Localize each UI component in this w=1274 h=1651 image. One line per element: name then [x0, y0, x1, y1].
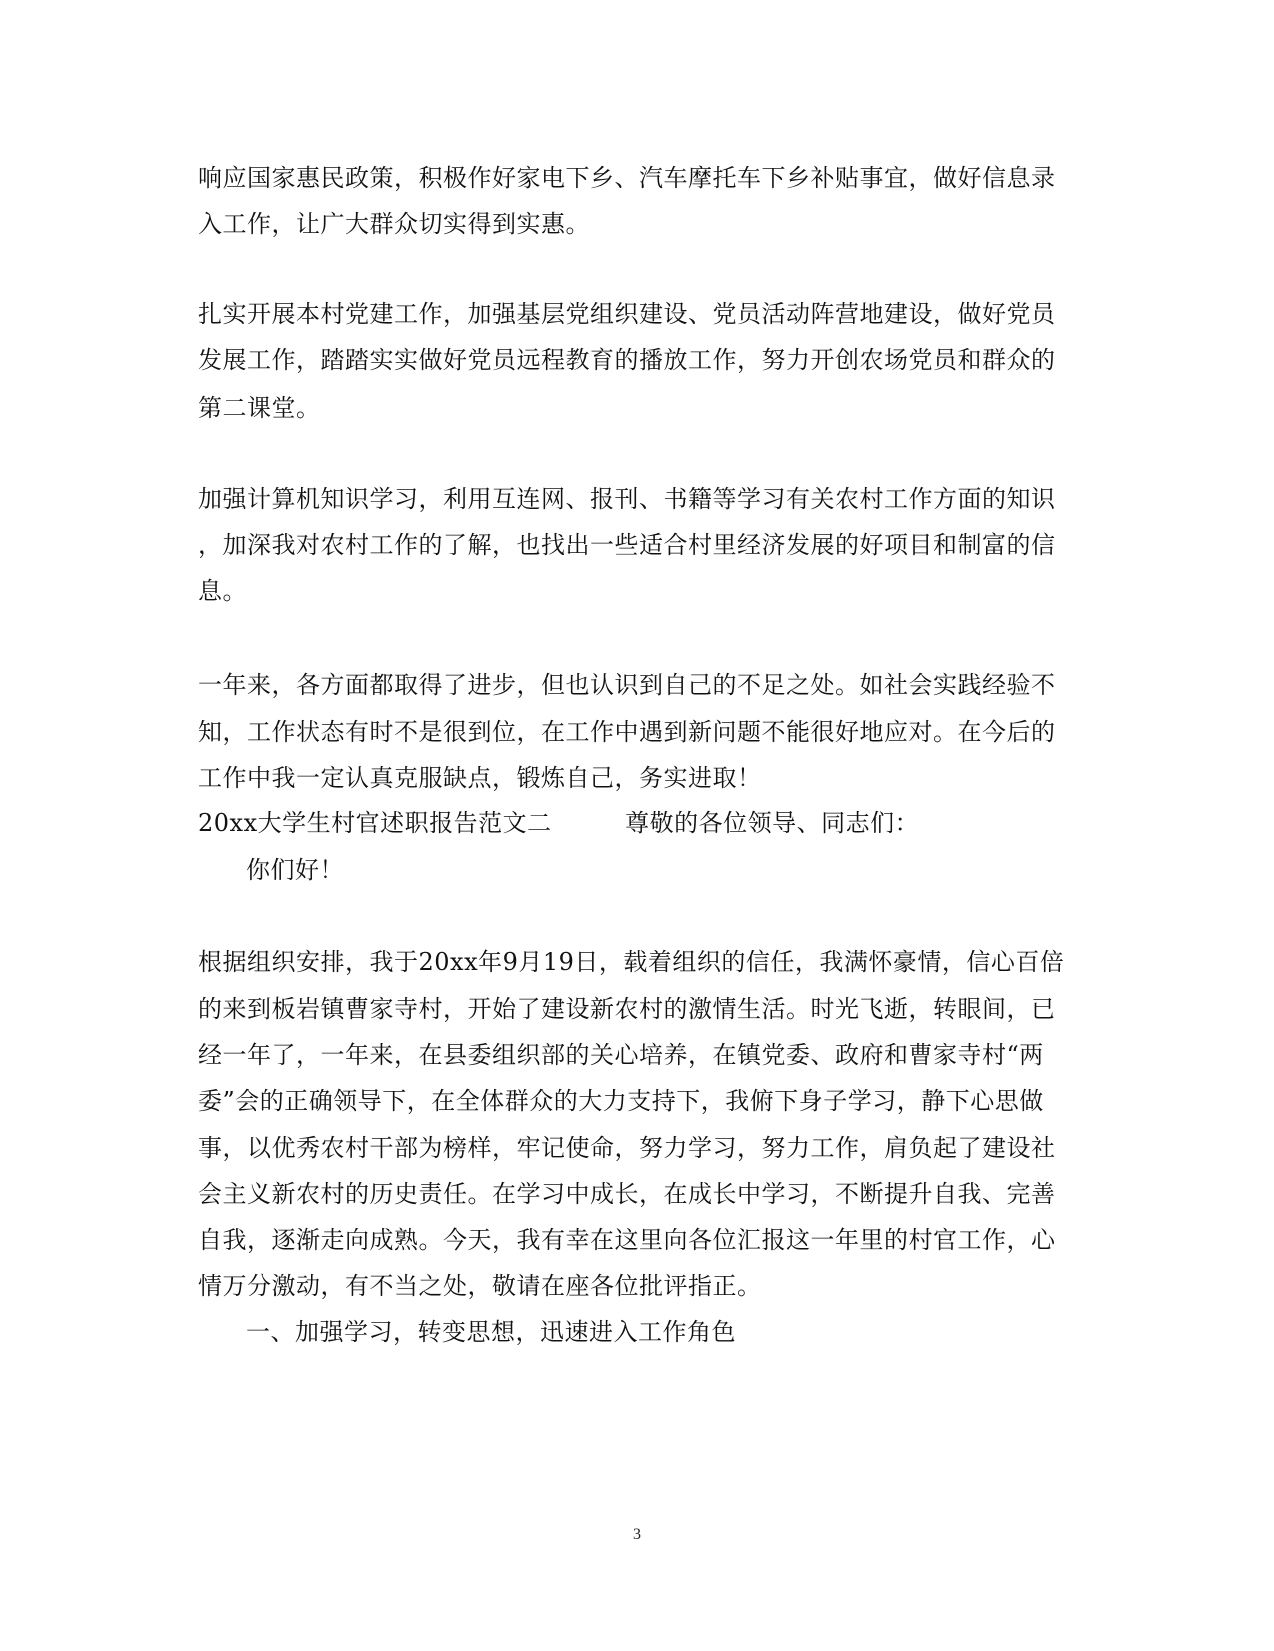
- paragraph-line: 委”会的正确领导下，在全体群众的大力支持下，我俯下身子学习，静下心思做: [198, 1087, 1044, 1115]
- paragraph-line: 发展工作，踏踏实实做好党员远程教育的播放工作，努力开创农场党员和群众的: [198, 346, 1056, 374]
- paragraph-line: 第二课堂。: [198, 394, 321, 422]
- paragraph-line: 加强计算机知识学习，利用互连网、报刊、书籍等学习有关农村工作方面的知识: [198, 485, 1056, 513]
- paragraph-line: 根据组织安排，我于20xx年9月19日，载着组织的信任，我满怀豪情，信心百倍: [198, 948, 1065, 976]
- paragraph-line: 工作中我一定认真克服缺点，锻炼自己，务实进取！: [198, 764, 762, 792]
- paragraph-line: 扎实开展本村党建工作，加强基层党组织建设、党员活动阵营地建设，做好党员: [198, 300, 1056, 328]
- paragraph-line: 的来到板岩镇曹家寺村，开始了建设新农村的激情生活。时光飞逝，转眼间，已: [198, 995, 1056, 1023]
- paragraph-line: 一年来，各方面都取得了进步，但也认识到自己的不足之处。如社会实践经验不: [198, 671, 1056, 699]
- paragraph-line: 会主义新农村的历史责任。在学习中成长，在成长中学习，不断提升自我、完善: [198, 1180, 1056, 1208]
- paragraph-line: 事，以优秀农村干部为榜样，牢记使命，努力学习，努力工作，肩负起了建设社: [198, 1134, 1056, 1162]
- paragraph-line: 知，工作状态有时不是很到位，在工作中遇到新问题不能很好地应对。在今后的: [198, 718, 1056, 746]
- subsection-heading: 一、加强学习，转变思想，迅速进入工作角色: [246, 1318, 736, 1346]
- paragraph-line: 入工作，让广大群众切实得到实惠。: [198, 210, 590, 238]
- paragraph-line: 息。: [198, 577, 247, 605]
- page-number: 3: [633, 1526, 641, 1543]
- paragraph-line: 情万分激动，有不当之处，敬请在座各位批评指正。: [198, 1272, 762, 1300]
- paragraph-line: 经一年了，一年来，在县委组织部的关心培养，在镇党委、政府和曹家寺村“两: [198, 1041, 1044, 1069]
- paragraph-line: ，加深我对农村工作的了解，也找出一些适合村里经济发展的好项目和制富的信: [198, 531, 1056, 559]
- paragraph-line: 响应国家惠民政策，积极作好家电下乡、汽车摩托车下乡补贴事宜，做好信息录: [198, 164, 1056, 192]
- section-heading: 20xx大学生村官述职报告范文二 尊敬的各位领导、同志们：: [198, 809, 920, 837]
- paragraph-line: 自我，逐渐走向成熟。今天，我有幸在这里向各位汇报这一年里的村官工作，心: [198, 1226, 1056, 1254]
- greeting: 你们好！: [246, 856, 344, 884]
